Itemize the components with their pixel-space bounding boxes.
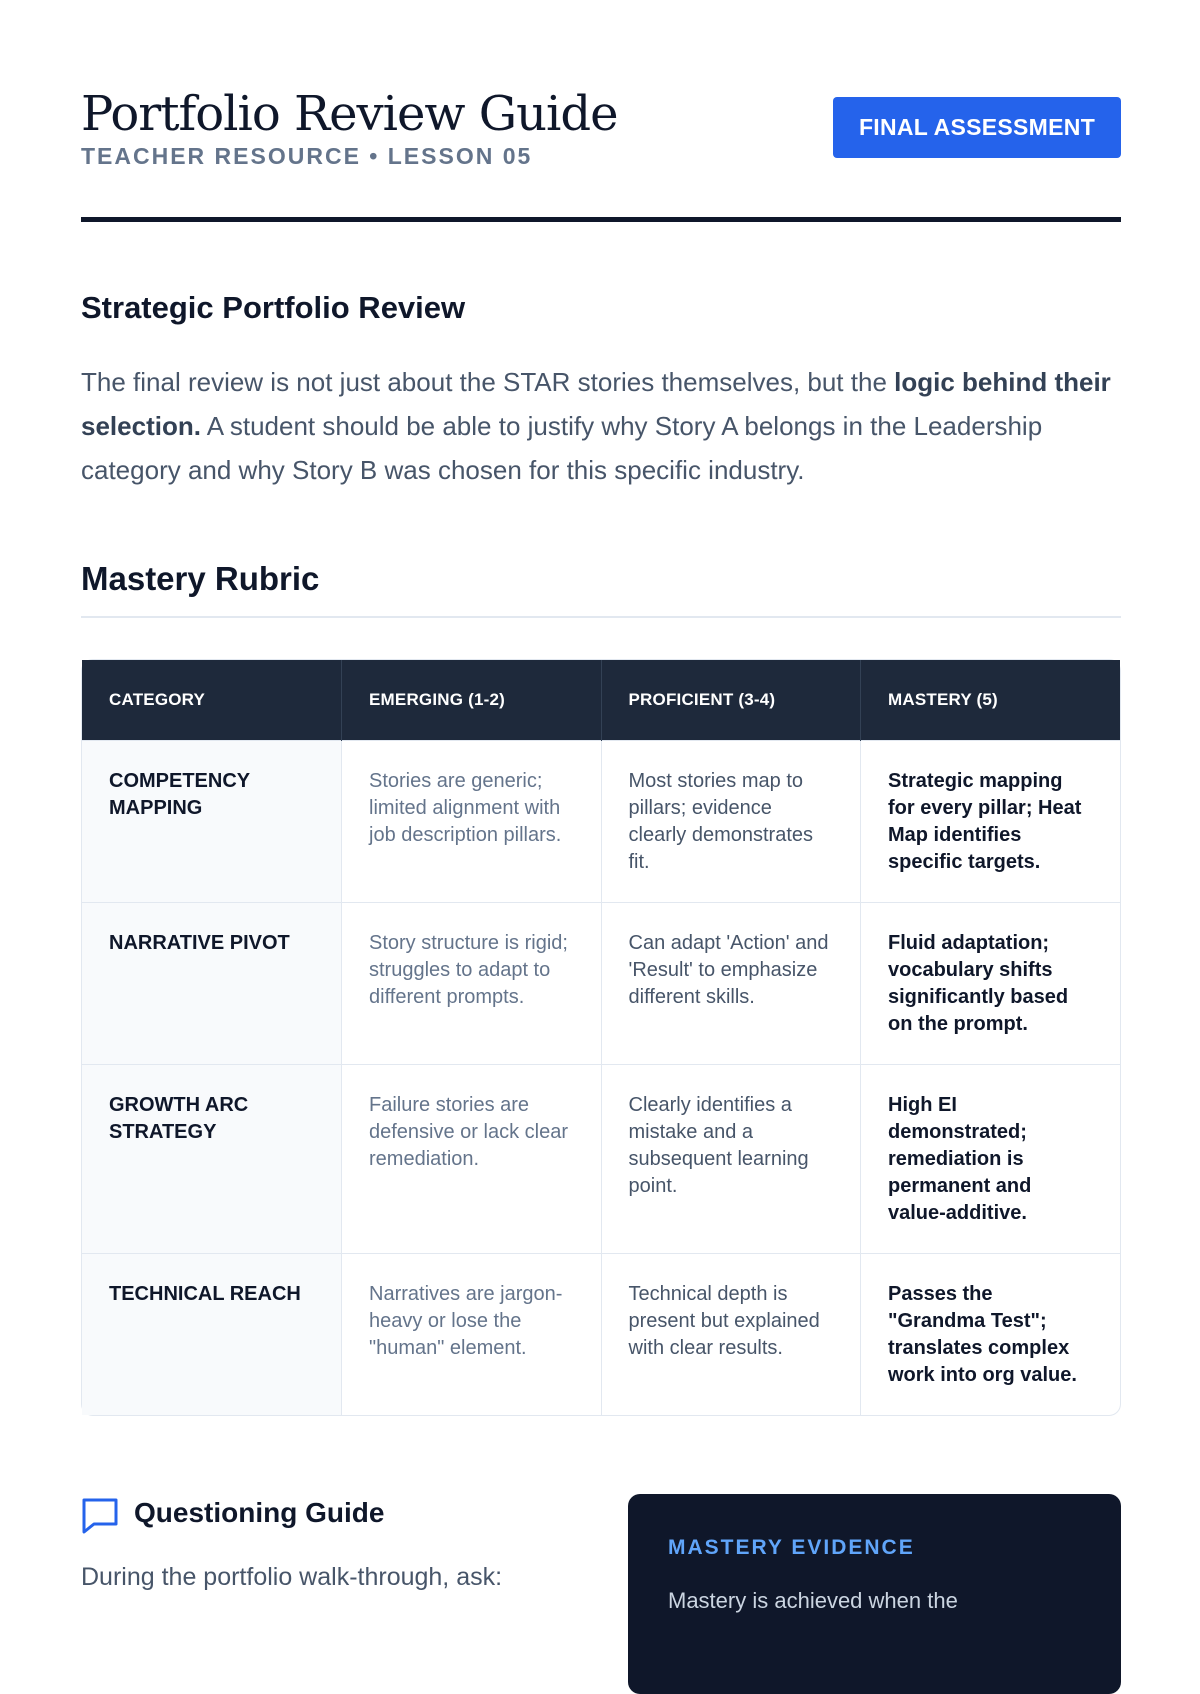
proficient-cell: Most stories map to pillars; evidence clearly demonstrates fit. [601,740,861,902]
column-header-category: CATEGORY [82,660,342,740]
emerging-cell: Story structure is rigid; struggles to adapt to different prompts. [342,902,602,1064]
final-assessment-badge: FINAL ASSESSMENT [833,97,1121,158]
table-row [82,1253,1120,1415]
page-title: Portfolio Review Guide [81,86,618,142]
table-row [82,740,1120,902]
page-subtitle: TEACHER RESOURCE • LESSON 05 [81,143,533,169]
proficient-cell: Clearly identifies a mistake and a subsequent learning point. [601,1064,861,1253]
chat-bubble-icon [81,1497,119,1535]
emerging-cell: Failure stories are defensive or lack clear remediation. [342,1064,602,1253]
mastery-cell: Strategic mapping for every pillar; Heat Map identifies specific targets. [861,740,1121,902]
category-cell: COMPETENCY MAPPING [82,740,342,902]
proficient-cell: Can adapt 'Action' and 'Result' to emphasize different skills. [601,902,861,1064]
questioning-guide-heading: Questioning Guide [134,1497,385,1528]
column-header-emerging: EMERGING (1-2) [342,660,602,740]
mastery-evidence-card [628,1494,1121,1694]
proficient-cell: Technical depth is present but explained with clear results. [601,1253,861,1415]
emerging-cell: Stories are generic; limited alignment with job description pillars. [342,740,602,902]
intro-text-start: The final review is not just about the STAR stories themselves, but the [81,367,895,397]
table-row [82,902,1120,1064]
mastery-rubric-table [81,659,1121,1416]
mastery-rubric-heading: Mastery Rubric [81,560,320,597]
intro-text-emphasis: logic behind their selection. [81,367,1111,441]
mastery-cell: Passes the "Grandma Test"; translates complex work into org value. [861,1253,1121,1415]
mastery-evidence-text: Mastery is achieved when the [668,1588,958,1613]
strategic-review-heading: Strategic Portfolio Review [81,290,466,325]
column-header-mastery: MASTERY (5) [861,660,1121,740]
questioning-guide-text: During the portfolio walk-through, ask: [81,1563,503,1591]
category-cell: NARRATIVE PIVOT [82,902,342,1064]
category-cell: TECHNICAL REACH [82,1253,342,1415]
document-page [81,0,1121,1613]
strategic-review-text [81,360,1121,492]
category-cell: GROWTH ARC STRATEGY [82,1064,342,1253]
table-row [82,1064,1120,1253]
mastery-evidence-label: MASTERY EVIDENCE [668,1536,915,1559]
document-header [81,0,1121,222]
table-header-row [82,660,1120,740]
section-divider [81,616,1121,618]
emerging-cell: Narratives are jargon-heavy or lose the "human" element. [342,1253,602,1415]
column-header-proficient: PROFICIENT (3-4) [601,660,861,740]
mastery-cell: Fluid adaptation; vocabulary shifts significantly based on the prompt. [861,902,1121,1064]
mastery-cell: High EI demonstrated; remediation is permanent and value-additive. [861,1064,1121,1253]
intro-text-end: A student should be able to justify why Story A belongs in the Leadership category and why Story B was chosen for this specific industry. [81,411,1043,485]
